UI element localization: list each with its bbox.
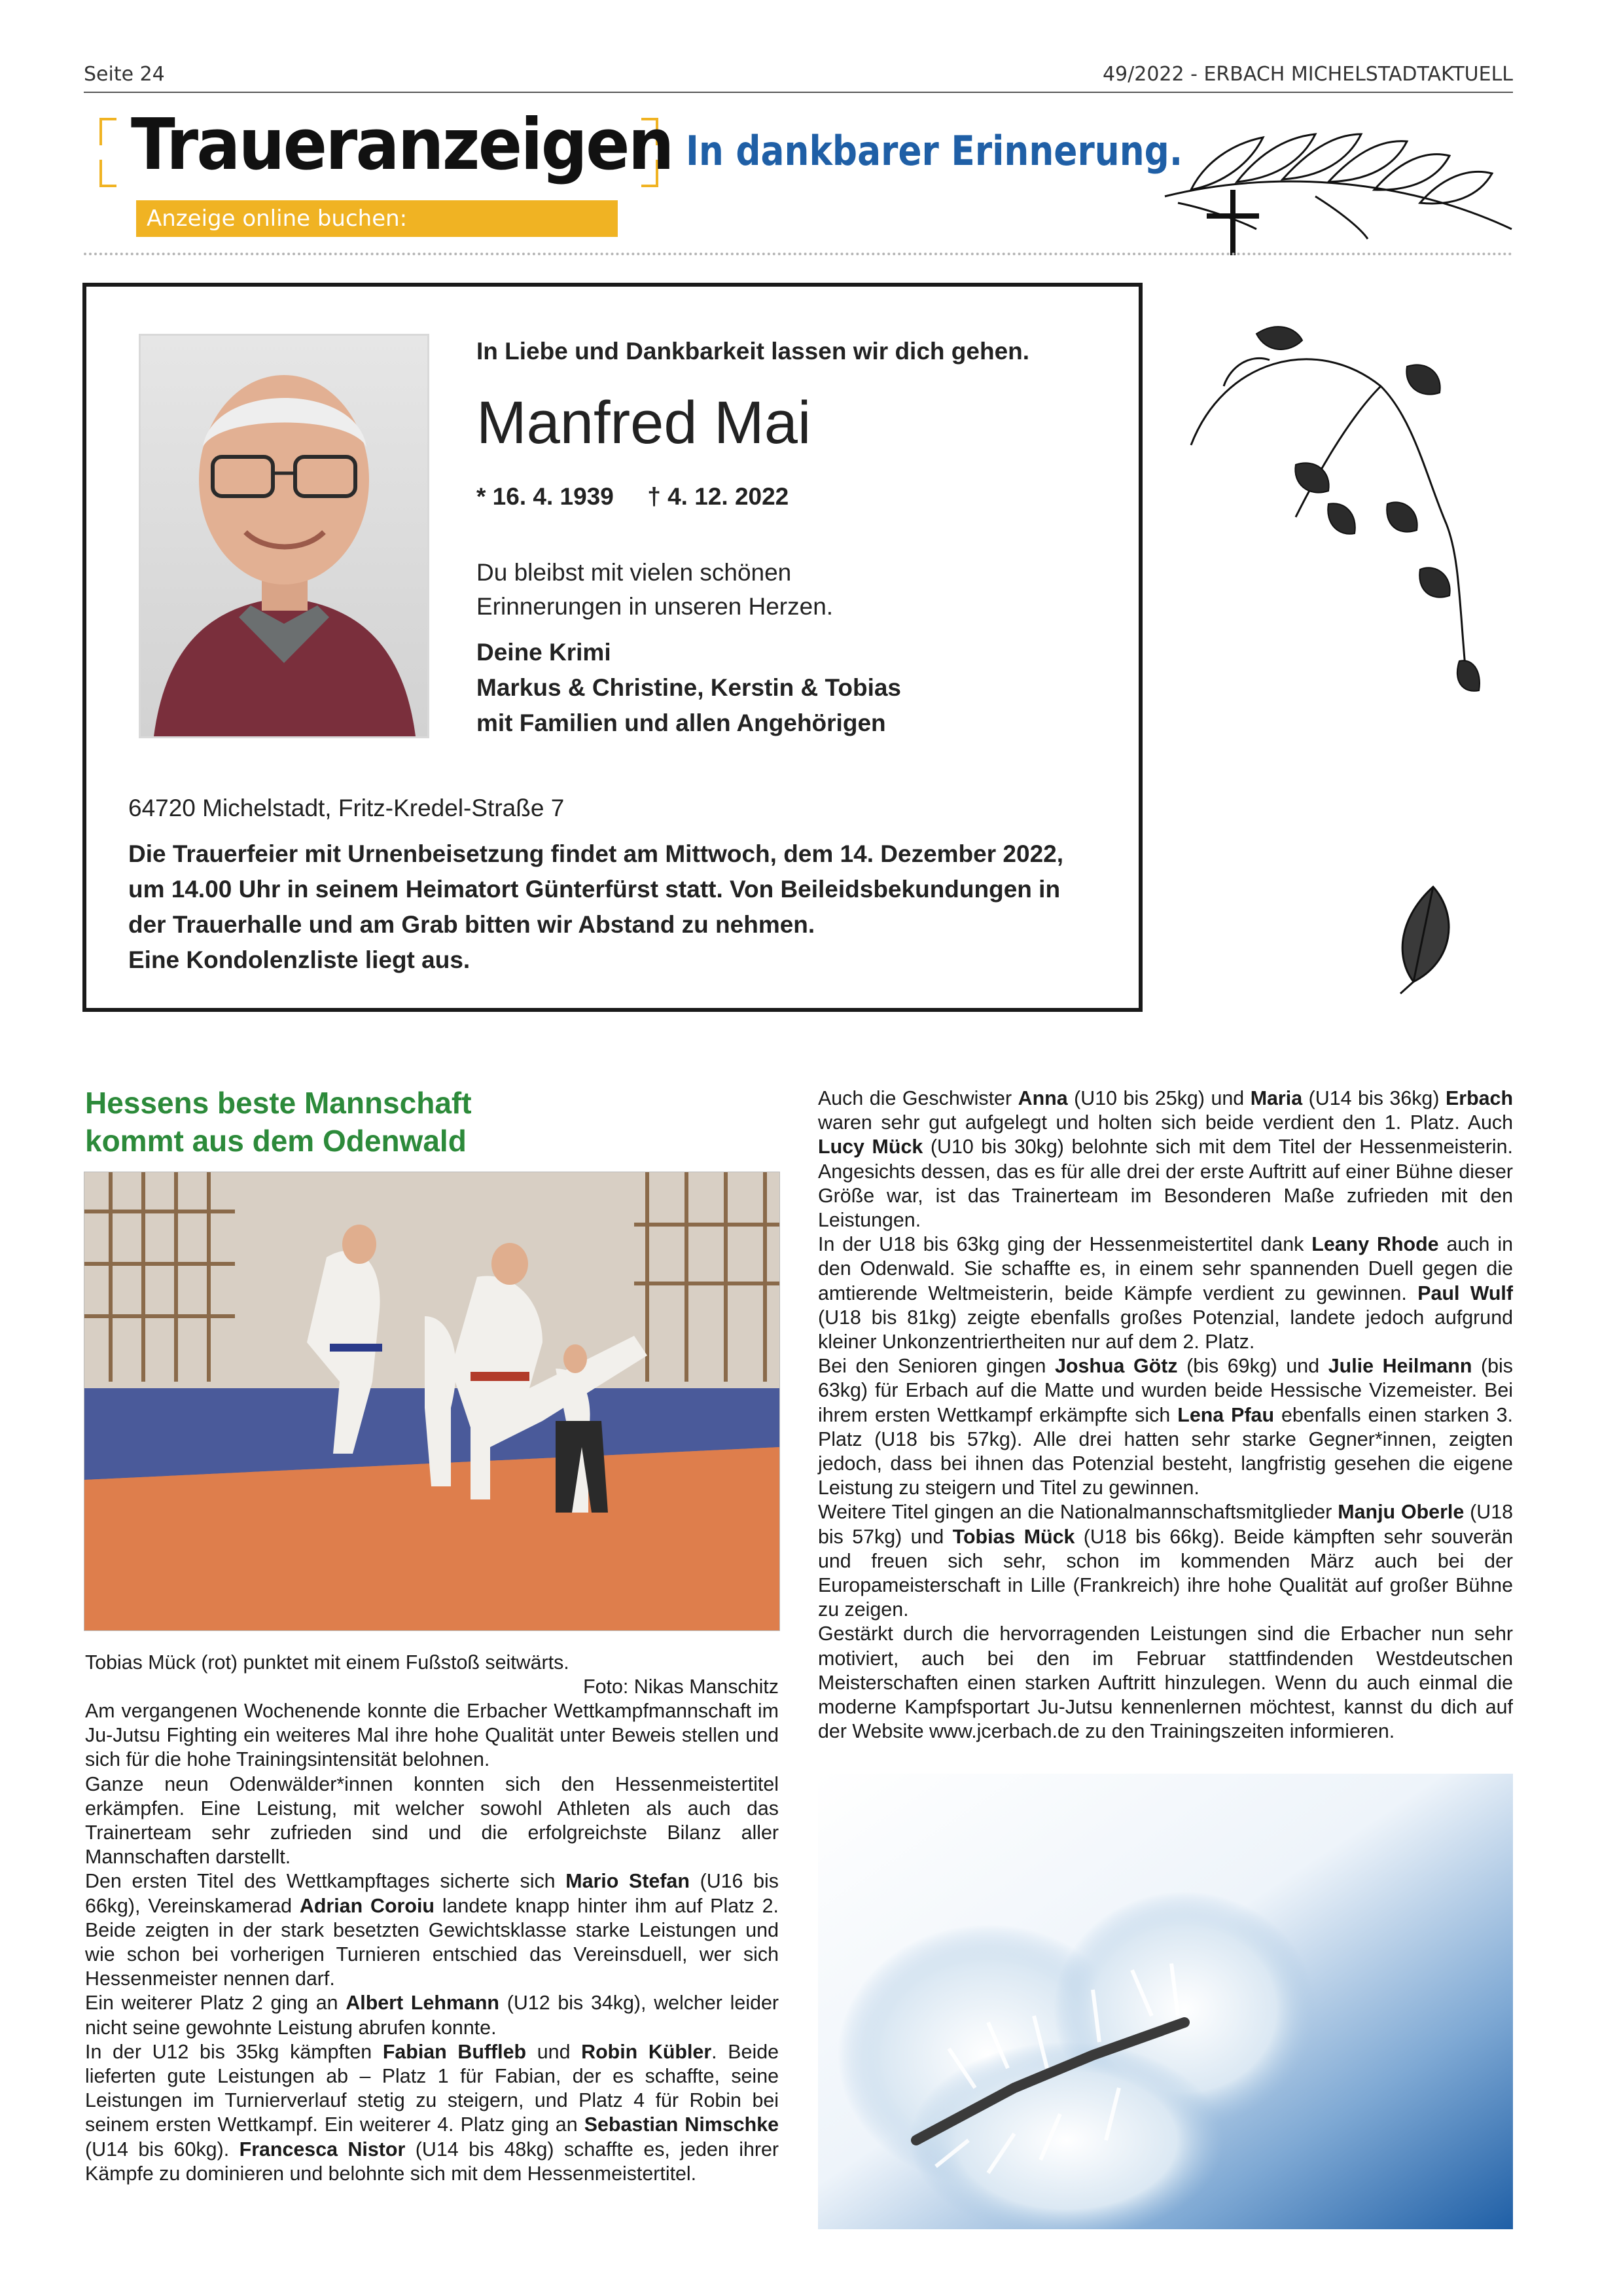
life-dates: * 16. 4. 1939 † 4. 12. 2022: [476, 483, 789, 510]
header-rule: [84, 92, 1513, 93]
paragraph: Den ersten Titel des Wettkampftages sicherte sich Mario Stefan (U16 bis 66kg), Vereinskamerad Adrian Coroiu landete knapp hinter ihm auf Platz 2. Beide zeigten in der stark besetzten Gewichtsklasse starke Leistungen und wie schon bei vorherigen Turnieren entschied das Vereinsduell, wer sich Hessenmeister nennen darf.: [85, 1870, 779, 1990]
online-booking-link[interactable]: anzeigen.wittich.de: [147, 242, 395, 268]
verse-line-2: Erinnerungen in unseren Herzen.: [476, 593, 834, 620]
athlete-name: Francesca Nistor: [239, 2138, 406, 2161]
athlete-name: Robin Kübler: [581, 2040, 712, 2063]
bracket-bottom-left: [99, 160, 116, 187]
funeral-line-3: der Trauerhalle und am Grab bitten wir Abstand zu nehmen.: [128, 911, 815, 938]
athlete-name: Manju Oberle: [1338, 1501, 1465, 1524]
article-left-column: [85, 1699, 779, 2186]
paragraph: Bei den Senioren gingen Joshua Götz (bis 69kg) und Julie Heilmann (bis 63kg) für Erbach auf die Matte und wurden beide Hessische Vizemeister. Bei ihrem ersten Wettkampf erkämpfte sich Lena Pfau ebenfalls einen starken 3. Platz (U18 bis 57kg). Alle drei hatten sehr starke Gegner*innen, zeigten jedoch, dass bei ihnen das Potenzial besteht, langfristig gesehen die eigene Leistung zu steigern und Titel zu gewinnen.: [818, 1355, 1513, 1499]
signers-line-1: Deine Krimi: [476, 639, 611, 666]
deceased-name: Manfred Mai: [476, 389, 811, 456]
photo-credit: Foto: Nikas Manschitz: [583, 1676, 779, 1698]
birch-branch-icon: [1184, 308, 1485, 726]
funeral-line-1: Die Trauerfeier mit Urnenbeisetzung findet am Mittwoch, dem 14. Dezember 2022,: [128, 840, 1063, 867]
athlete-name: Erbach: [1445, 1087, 1514, 1109]
article-photo: [84, 1172, 780, 1631]
bracket-top-left: [99, 118, 116, 145]
paragraph: Am vergangenen Wochenende konnte die Erbacher Wettkampfmannschaft im Ju-Jutsu Fighting ein weiteres Mal ihre hohe Qualität unter Beweis stellen und sich für die hohe Trainingsintensität belohnen.: [85, 1700, 779, 1771]
athlete-name: Lena Pfau: [1177, 1403, 1275, 1426]
section-title: Traueranzeigen: [131, 104, 673, 186]
section-tagline: In dankbarer Erinnerung.: [686, 127, 1183, 175]
athlete-name: Tobias Mück: [952, 1525, 1075, 1548]
athlete-name: Lucy Mück: [818, 1136, 923, 1158]
signers-line-3: mit Familien und allen Angehörigen: [476, 709, 886, 736]
obituary-intro: In Liebe und Dankbarkeit lassen wir dich gehen.: [476, 338, 1030, 365]
athlete-name: Paul Wulf: [1417, 1282, 1513, 1304]
athlete-name: Joshua Götz: [1055, 1355, 1178, 1378]
portrait-photo: [139, 334, 429, 738]
cross-icon: [1230, 190, 1236, 255]
athlete-name: Julie Heilmann: [1328, 1355, 1472, 1378]
article-headline: [85, 1084, 472, 1160]
paragraph: Auch die Geschwister Anna (U10 bis 25kg) und Maria (U14 bis 36kg) Erbach waren sehr gut aufgelegt und holten sich beide verdient den 1. Platz. Auch Lucy Mück (U10 bis 30kg) belohnte sich mit dem Titel der Hessenmeisterin. Angesichts dessen, das es für alle drei der erste Auftritt auf einer Bühne dieser Größe war, ist das Trainerteam im Besonderen Maße zufrieden mit den Leistungen.: [818, 1087, 1514, 1232]
athlete-name: Mario Stefan: [565, 1870, 690, 1893]
article-right-column: [818, 1086, 1513, 1744]
athlete-name: Albert Lehmann: [346, 1992, 499, 2015]
verse-line-1: Du bleibst mit vielen schönen: [476, 559, 792, 586]
online-booking-bar[interactable]: [136, 200, 618, 268]
funeral-line-4: Eine Kondolenzliste liegt aus.: [128, 946, 471, 973]
paragraph: Ganze neun Odenwälder*innen konnten sich den Hessenmeistertitel erkämpfen. Eine Leistung, mit welcher sowohl Athleten als auch das Trainerteam sehr zufrieden sind und die erfolgreichste Bilanz aller Mannschaften darstellt.: [85, 1772, 779, 1869]
athlete-name: Fabian Buffleb: [382, 2040, 527, 2063]
online-booking-prefix: Anzeige online buchen:: [147, 206, 408, 232]
section-divider: [84, 253, 1513, 255]
wheat-branch-icon: [1152, 98, 1518, 255]
paragraph: Ein weiterer Platz 2 ging an Albert Lehmann (U12 bis 34kg), welcher leider nicht seine gewohnte Leistung abrufen konnte.: [85, 1992, 779, 2039]
paragraph: In der U18 bis 63kg ging der Hessenmeistertitel dank Leany Rhode auch in den Odenwald. Sie schaffte es, in einem sehr spannenden Duell gegen die amtierende Weltmeisterin, beide Kämpfe verdient zu gewinnen. Paul Wulf (U18 bis 81kg) zeigte ebenfalls großes Potenzial, landete jedoch aufgrund kleiner Unkonzentriertheiten nur auf dem 2. Platz.: [818, 1233, 1513, 1354]
paragraph: Gestärkt durch die hervorragenden Leistungen sind die Erbacher nun sehr motiviert, auch bei den im Februar stattfindenden Westdeutschen Meisterschaften einen starken Auftritt hinzulegen. Wenn du auch einmal die moderne Kampfsportart Ju-Jutsu kennenlernen möchtest, kannst du dich auf der Website www.jcerbach.de zu den Trainingszeiten informieren.: [818, 1623, 1513, 1743]
headline-line-1: Hessens beste Mannschaft: [85, 1086, 472, 1120]
athlete-name: Sebastian Nimschke: [584, 2113, 779, 2136]
athlete-name: Maria: [1250, 1087, 1303, 1109]
issue-label: 49/2022 - ERBACH MICHELSTADTAKTUELL: [1102, 63, 1513, 86]
athlete-name: Anna: [1018, 1087, 1068, 1109]
signers-line-2: Markus & Christine, Kerstin & Tobias: [476, 674, 901, 701]
athlete-name: Adrian Coroiu: [299, 1894, 435, 1917]
frost-decoration-image: [818, 1774, 1513, 2229]
photo-caption-block: [85, 1651, 779, 1699]
obituary-address: 64720 Michelstadt, Fritz-Kredel-Straße 7: [128, 795, 565, 821]
athlete-name: Leany Rhode: [1311, 1233, 1439, 1256]
leaf-icon: [1387, 884, 1459, 995]
paragraph: Weitere Titel gingen an die Nationalmannschaftsmitglieder Manju Oberle (U18 bis 57kg) und Tobias Mück (U18 bis 66kg). Beide kämpften sehr souverän und freuen sich sehr, schon im kommenden März auch bei der Europameisterschaft in Lille (Frankreich) ihre hohe Qualität auf großer Bühne zu zeigen.: [818, 1501, 1514, 1621]
page-number: Seite 24: [84, 63, 165, 86]
headline-line-2: kommt aus dem Odenwald: [85, 1124, 467, 1158]
funeral-line-2: um 14.00 Uhr in seinem Heimatort Günterfürst statt. Von Beileidsbekundungen in: [128, 876, 1061, 903]
paragraph: In der U12 bis 35kg kämpften Fabian Buffleb und Robin Kübler. Beide lieferten gute Leistungen ab – Platz 1 für Fabian, der es schaffte, seine Leistungen im Turnierverlauf stetig zu steigern, und Platz 4 für Robin bei seinem ersten Wettkampf. Ein weiterer 4. Platz ging an Sebastian Nimschke (U14 bis 60kg). Francesca Nistor (U14 bis 48kg) schaffte es, jeden ihrer Kämpfe zu dominieren und belohnte sich mit dem Hessenmeistertitel.: [85, 2040, 779, 2185]
photo-caption: Tobias Mück (rot) punktet mit einem Fußstoß seitwärts.: [85, 1651, 569, 1674]
